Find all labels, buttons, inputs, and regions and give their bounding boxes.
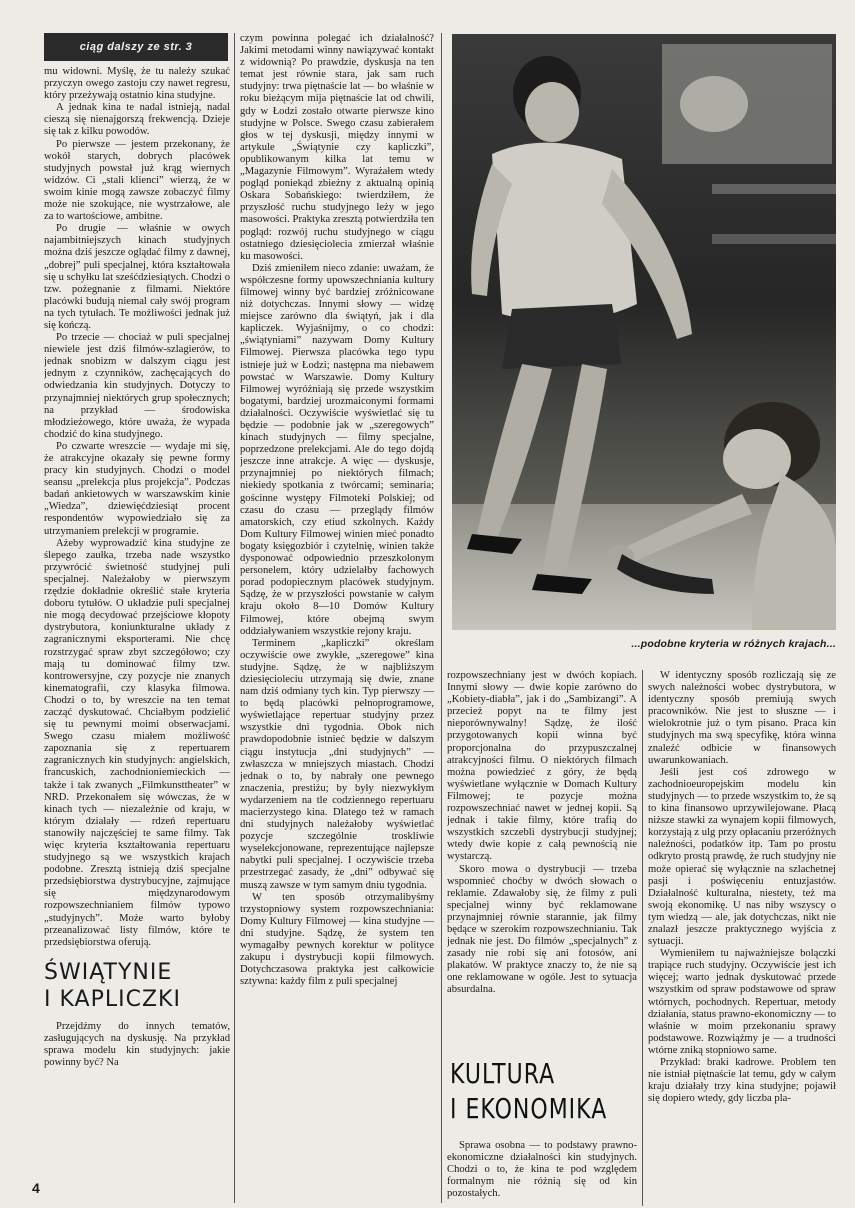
paragraph: Po trzecie — chociaż w puli specjalnej niewiele jest dziś filmów-szlagierów, to jednak snobizm w dalszym ciągu jest jednym z czynników, zachęcających do odwiedzania kin studyjnych. Dotyczy to przynajmniej niektórych grup społecznych; na przykład — środowiska młodzieżowego, które uważa, że wypada chodzić do kina studyjnego. [44, 332, 230, 440]
column-divider [441, 33, 442, 1203]
column-5 [648, 670, 836, 1206]
paragraph: W ten sposób otrzymalibyśmy trzystopniowy system rozpowszechniania: Domy Kultury Filmowej — kina studyjne — dni studyjne. Sądzę, że system ten wymagałby pewnych korektur w polityce zakupu i dystrybucji kopii filmowych. Dotychczasowa praktyka jest całkowicie sztywna: każdy film z puli specjalnej [240, 891, 434, 988]
paragraph: Jeśli jest coś zdrowego w zachodnioeuropejskim modelu kin studyjnych — to przede wszystkim to, że są to kina finansowo uprzywilejowane. Płacą niższe stawki za wynajem kopii filmowych, korzystają z ulg przy opłacaniu przeróżnych należności, podatków itp. Tam po prostu odkryto prostą prawdę, że ruch studyjny nie może opierać się wyłącznie na szlachetnej pasji i poświęceniu entuzjastów. Działalność kulturalna, niestety, też ma swoją ekonomikę. U nas niby wszyscy o tym wiedzą — ale, jak dotychczas, nikt nie znalazł jeszcze praktycznego wyjścia z sytuacji. [648, 766, 836, 948]
paragraph: mu widowni. Myślę, że tu należy szukać przyczyn owego zastoju czy nawet regresu, który przeżywają ostatnio kina studyjne. [44, 66, 230, 102]
heading-line: KULTURA [450, 1059, 556, 1091]
column-3 [447, 670, 637, 1024]
heading-kultura-i-ekonomika [450, 1058, 640, 1128]
paragraph: A jednak kina te nadal istnieją, nadal cieszą się nienajgorszą frekwencją. Dzieje się tak z kilku powodów. [44, 102, 230, 138]
paragraph: Po drugie — właśnie w owych najambitniejszych kinach studyjnych można dziś jeszcze oglądać filmy z dawnej, „dobrej” puli specjalnej, która kształtowała się u schyłku lat sześćdziesiątych. Chodzi o tzw. pożegnanie z filmami. Niektóre placówki budują niemal cały swój program na tych tytułach. Te możliwości jednak już się kończą. [44, 223, 230, 331]
paragraph: Przykład: braki kadrowe. Problem ten nie istniał piętnaście lat temu, gdy w całym kraju działały trzy kina studyjne; pojawił się dopiero wtedy, gdy liczba pla- [648, 1057, 836, 1105]
paragraph: Wymieniłem tu najważniejsze bolączki trapiące ruch studyjny. Oczywiście jest ich więcej; warto jednak dyskutować przede wszystkim od spraw podstawowe od spraw wtórnych, pochodnych. Repertuar, metody działania, status prawno-ekonomiczny — to właśnie w moim przekonaniu sprawy podstawowe. Rozwiążmy je — a trudności wtórne zniką stopniowo same. [648, 948, 836, 1056]
heading-line: I EKONOMIKA [450, 1094, 608, 1126]
paragraph: Po czwarte wreszcie — wydaje mi się, że atrakcyjne okazały się pewne formy pracy kin studyjnych. Chodzi o model seansu „prelekcja plus projekcja”. Podczas badań ankietowych w warszawskim kinie „Wiedza”, dziewięćdziesiąt procent respondentów wypowiedziało się za utrzymaniem prelekcji w programie. [44, 440, 230, 537]
column-divider [234, 33, 235, 1203]
paragraph: Przejdźmy do innych tematów, zasługujących na dyskusję. Na przykład sprawa modelu kin studyjnych: jakie powinny być? Na [44, 1020, 230, 1069]
paragraph: Ażeby wyprowadzić kina studyjne ze ślepego zaułka, trzeba nade wszystko przywrócić świetność studyjnej puli specjalnej. Należałoby w pierwszym rzędzie dokładnie określić stałe kryteria doboru tytułów. O układzie puli specjalnej nie mogą decydować przejściowe kłopoty dystrybutora, koniunkturalne układy z zagranicznymi eksporterami. Nie chcę rozstrzygać spraw zbyt szczegółowo; czy mają tu dominować filmy tzw. kontrowersyjne, czy pozycje nie znanych kinematografii, czy klasyka filmowa. Chodzi o to, by wreszcie na ten temat zacząć dyskutować. Chciałbym podzielić się tu pewnymi moimi obserwacjami. Swego czasu miałem możliwość zapoznania się z repertuarem zagranicznych kin studyjnych: angielskich, francuskich, zachodnioniemieckich — także i tak zwanych „Filmkunsttheater” w NRD. Przekonałem się wówczas, że w kinach tych — niezależnie od kraju, w którym działały — rdzeń repertuaru stanowiły najczęściej te same filmy. Tak więc kryteria kształtowania repertuaru studyjnego są we wszystkich krajach podobne. Zresztą istnieją dziś specjalne przedsiębiorstwa dystrybucyjne, zajmujące się międzynarodowym rozpowszechnianiem filmów typowo „studyjnych”. Może warto byłoby przeanalizować listy filmów, które te przedsiębiorstwa oferują. [44, 537, 230, 948]
photo-boys-fighting-icon [452, 34, 836, 630]
heading-line: ŚWIĄTYNIE [44, 959, 173, 985]
photo-caption: ...podobne kryteria w różnych krajach... [631, 638, 836, 650]
continuation-bar [44, 33, 228, 61]
column-1 [44, 66, 230, 1176]
paragraph: czym powinna polegać ich działalność? Jakimi metodami winny nawiązywać kontakt z widownią? Po prawdzie, dyskusja na ten temat jest równie stara, jak sam ruch studyjny: trwa piętnaście lat — bo właśnie w roku bieżącym mija piętnaście lat od chwili, gdy w Łodzi zostało otwarte pierwsze kino studyjne w Polsce. Swego czasu zabierałem głos w tej dyskusji, między innymi w artykule „Świątynie czy kapliczki”, opublikowanym kilka lat temu w „Magazynie Filmowym”. Wyrażałem wtedy pogląd poniekąd zbieżny z aktualną opinią Oskara Sobańskiego: twierdziłem, że przyszłość ruchu studyjnego leży w jego masowości. Praktyka zresztą potwierdziła ten pogląd: rozwój ruchu studyjnego w ciągu ostatniego dziesięciolecia zmierzał właśnie ku masowości. [240, 33, 434, 262]
column-4 [447, 1140, 637, 1206]
paragraph: rozpowszechniany jest w dwóch kopiach. Innymi słowy — dwie kopie zarówno do „Kobiety-diabła”, jak i do „Sambizangi”. A przecież popyt na te filmy jest nieporównywalny! Sądzę, że ilość przygotowanych kopii winna być proporcjonalna do przypuszczalnej atrakcyjności filmu. O niektórych filmach można powiedzieć z góry, że będą wyświetlane wyłącznie w Domach Kultury Filmowej; te pozycje można rozpowszechniać nawet w jednej kopii. Są jednak i takie filmy, które trafią do wszystkich szczebli dystrybucji studyjnej; wtedy dwie kopie z całą pewnością nie wystarczą. [447, 670, 637, 863]
paragraph: Sprawa osobna — to podstawy prawno-ekonomiczne działalności kin studyjnych. Chodzi o to, że kina te pod względem formalnym nie różnią się od kin pozostałych. [447, 1140, 637, 1200]
column-divider [642, 670, 643, 1206]
continuation-label: ciąg dalszy ze str. 3 [79, 41, 193, 53]
paragraph: Dziś zmieniłem nieco zdanie: uważam, że współczesne formy upowszechniania kultury filmowej winny być bardziej zróżnicowane niż dotychczas. Innymi słowy — widzę miejsce zarówno dla świątyń, jak i dla kapliczek. Wyjaśnijmy, o co chodzi: „świątyniami” nazywam Domy Kultury Filmowej. Pierwsza placówka tego typu istnieje już w Łodzi; następna ma niebawem powstać w Warszawie. Domy Kultury Filmowej wyróżniają się przede wszystkim bogatymi, bardziej urozmaiconymi formami działalności. Oczywiście wyświetlać się tu będzie — podobnie jak w „szeregowych” kinach studyjnych — filmy specjalne, poprzedzone prelekcjami. Ale do tego dojdą jeszcze inne atrakcje. A więc — dyskusje, przynajmniej po niektórych filmach; niekiedy spotkania z twórcami; seminaria; gościnne występy Filmoteki Polskiej; od czasu do czasu — przeglądy filmów amatorskich, czy etiud szkolnych. Każdy Dom Kultury Filmowej winien mieć ponadto bogaty księgozbiór i czytelnię, winien także dysponować odpowiednio przeszkolonym personelem, który udzielałby fachowych porad podopiecznym placówek studyjnym. Sądzę, że w przyszłości powstanie w całym kraju około 8—10 Domów Kultury Filmowej, które obejmą swym oddziaływaniem wszystkie rejony kraju. [240, 262, 434, 637]
heading-swiatynie-i-kapliczki [44, 959, 230, 1013]
paragraph: Po pierwsze — jestem przekonany, że wokół starych, dobrych placówek studyjnych powstał już krąg wiernych widzów. Ci „stali klienci” wierzą, że w swoim kinie mogą zawsze zobaczyć filmy może nie szokujące, nie wystrzałowe, ale za to wartościowe, ambitne. [44, 138, 230, 223]
photo-illustration [452, 34, 836, 630]
paragraph: Terminem „kapliczki” określam oczywiście owe zwykłe, „szeregowe” kina studyjne. Sądzę, że w najbliższym dziesięcioleciu utrzymają się dwie, znane nam dziś odmiany tych kin. Typ pierwszy — to będą placówki pełnoprogramowe, wyświetlające repertuar studyjny przez wszystkie dni tygodnia. Obok nich prawdopodobnie istnieć będzie w dalszym ciągu instytucja „dni studyjnych” — zwłaszcza w mniejszych miastach. Chodzi jednak o to, by nabrały one pewnego znaczenia, prestiżu; by były niezwykłym wydarzeniem na tle codziennego repertuaru macierzystego kina. Dlatego też w ramach dni studyjnych należałoby wyświetlać pozycje szczególnie troskliwie wyselekcjonowane, reprezentujące najlepsze nabytki puli specjalnej. I oczywiście trzeba przestrzegać zasady, że „dni” odbywać się muszą zawsze w tym samym dniu tygodnia. [240, 637, 434, 891]
paragraph: Skoro mowa o dystrybucji — trzeba wspomnieć choćby w dwóch słowach o reklamie. Zdawałoby się, że filmy z puli specjalnej winny być reklamowane przynajmniej równie starannie, jak filmy będące w szerokim rozpowszechnianiu. Tak jednak nie jest. Do filmów „specjalnych” z zasady nie robi się ani fotosów, ani plakatów. W praktyce znaczy to, że nie są one reklamowane w ogóle. Jest to sytuacja absurdalna. [447, 863, 637, 996]
column-2 [240, 33, 434, 1176]
page-number: 4 [32, 1180, 40, 1196]
heading-line: I KAPLICZKI [44, 986, 181, 1012]
paragraph: W identyczny sposób rozliczają się ze swych należności wobec dystrybutora, w identyczny sposób premiują swych pracowników. Nie jest to słuszne — i wielokrotnie już o tym pisano. Praca kin studyjnych ma swą specyfikę, która winna znaleźć odbicie w finansowych uwarunkowaniach. [648, 670, 836, 766]
